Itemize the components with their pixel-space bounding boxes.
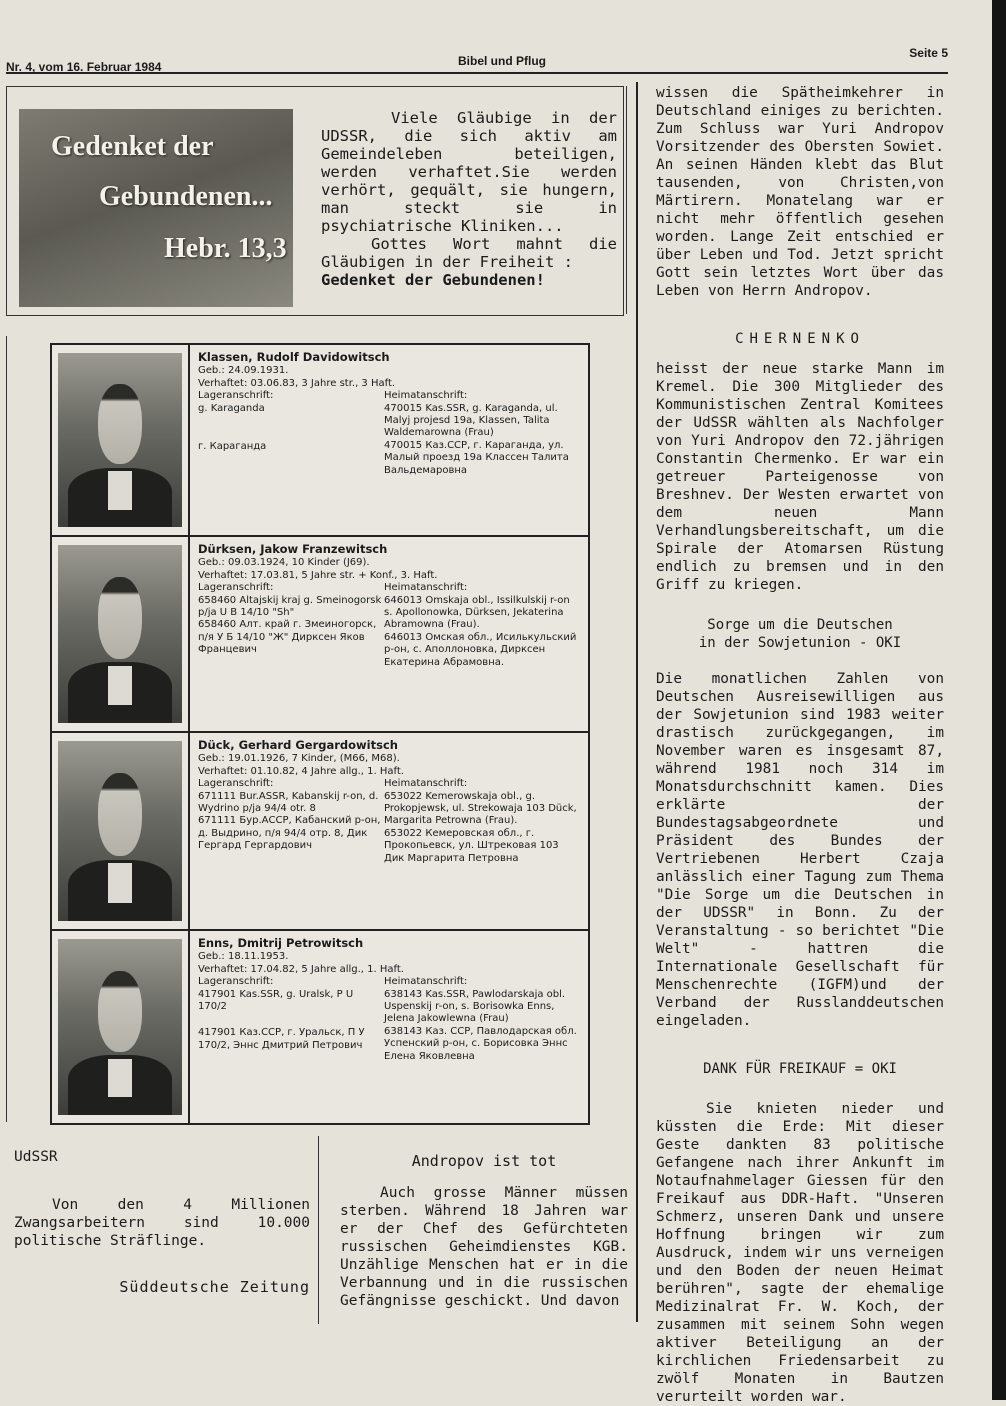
banner-line-3: Hebr. 13,3 [164, 233, 287, 264]
prisoner-name: Enns, Dmitrij Petrowitsch [198, 936, 364, 950]
home-label: Heimatanschrift: [384, 582, 468, 594]
prisoner-info [190, 345, 588, 535]
prisoner-birth: Geb.: 18.11.1953. [198, 951, 289, 963]
camp-address-ru: 671111 Бур.АССР, Кабанский р-он, д. Выдрино, п/я 94/4 отр. 8, Дик Гергард Гергардович [198, 815, 381, 852]
page-header [6, 40, 948, 80]
prisoner-name: Dück, Gerhard Gergardowitsch [198, 738, 398, 752]
header-rule [6, 72, 948, 74]
banner-photo [19, 109, 293, 307]
prisoner-entry [52, 733, 588, 931]
prisoner-info [190, 931, 588, 1123]
intro-emphasis: Gedenket der Gebundenen! [321, 271, 545, 289]
camp-address: g. Karaganda [198, 402, 265, 414]
home-label: Heimatanschrift: [384, 778, 468, 790]
prisoner-arrest: Verhaftet: 01.10.82, 4 Jahre allg., 1. Haft. [198, 765, 404, 777]
intro-box [6, 86, 624, 316]
sorge-text: Die monatlichen Zahlen von Deutschen Ausreisewilligen aus der Sowjetunion sind 1983 weiter drastisch zurückgegangen, im November waren es insgesamt 87, während 1981 noch 314 im Monatsdurchschnitt kamen. Dies erklärte der Bundestagsabgeordnete und Präsident des Bundes der Vertriebenen Herbert Czaja anlässlich einer Tagung zum Thema "Die Sorge um die Deutschen in der UDSSR" in Bonn. Zu der Veranstaltung - so berichtet "Die Welt" - hattren die Internationale Gesellschaft für Menschenrechte (IGFM)und der Verband der Russlanddeutschen eingeladen. [656, 671, 944, 1029]
prisoner-entry [52, 537, 588, 733]
column-divider [636, 82, 638, 1322]
home-address: 653022 Kemerowskaja obl., g. Prokopjewsk, ul. Strekowaja 103 Dück, Margarita Petrowna (Frau). [384, 790, 577, 827]
home-address: 638143 Kas.SSR, Pawlodarskaja obl. Uspenskij r-on, s. Borisowka Enns, Jelena Jakowlewna (Frau) [384, 988, 566, 1025]
andropov-article [340, 1152, 628, 1310]
camp-address-ru: г. Караганда [198, 441, 267, 453]
chernenko-heading: CHERNENKO [735, 331, 865, 347]
camp-label: Lageranschrift: [198, 976, 274, 988]
publication-title: Bibel und Pflug [458, 54, 546, 68]
right-column [656, 84, 944, 1406]
prisoner-photo [52, 537, 190, 731]
intro-paragraph-2: Gottes Wort mahnt die Gläubigen in der Freiheit : [321, 235, 617, 271]
prisoner-birth: Geb.: 24.09.1931. [198, 365, 289, 377]
udssr-text: Von den 4 Millionen Zwangsarbeitern sind 10.000 politische Sträflinge. [14, 1197, 310, 1249]
box-divider [626, 86, 627, 314]
prisoner-list [50, 343, 590, 1125]
freikauf-heading: DANK FÜR FREIKAUF = OKI [703, 1061, 897, 1077]
andropov-title: Andropov ist tot [411, 1152, 557, 1170]
page-number: Seite 5 [909, 46, 948, 60]
camp-address-ru: 658460 Алт. край г. Змеиногорск, п/я У Б 14/10 "Ж" Дирксен Яков Францевич [198, 619, 377, 656]
camp-address-ru: 417901 Каз.ССР, г. Уральск, П У 170/2, Эннс Дмитрий Петрович [198, 1027, 365, 1051]
prisoner-arrest: Verhaftet: 03.06.83, 3 Jahre str., 3 Haft. [198, 377, 396, 389]
prisoner-arrest: Verhaftet: 17.03.81, 5 Jahre str. + Konf., 3. Haft. [198, 569, 438, 581]
prisoner-birth: Geb.: 09.03.1924, 10 Kinder (J69). [198, 557, 370, 569]
prisoner-info [190, 733, 588, 929]
sorge-heading-line2: in der Sowjetunion - OKI [698, 635, 902, 651]
home-address-ru: 638143 Каз. ССР, Павлодарская обл. Успенский р-он, с. Борисовка Эннс Елена Яковлевна [384, 1025, 577, 1062]
prisoner-photo [52, 345, 190, 535]
intro-paragraph-1: Viele Gläubige in der UDSSR, die sich aktiv am Gemeindeleben beteiligen, werden verhaftet.Sie werden verhört, gequält, sie hungern, man steckt sie in psychiatrische Kliniken... [321, 109, 617, 235]
home-address-ru: 646013 Омская обл., Исилькульский р-он, с. Аполлоновка, Дирксен Екатерина Абрамовна. [384, 631, 577, 668]
left-margin-rule [6, 336, 7, 1122]
home-address-ru: 653022 Кемеровская обл., г. Прокопьевск, ул. Штрековая 103 Дик Маргарита Петровна [384, 827, 559, 864]
prisoner-photo [52, 733, 190, 929]
udssr-source: Süddeutsche Zeitung [119, 1278, 310, 1296]
banner-line-1: Gedenket der [51, 131, 214, 162]
camp-label: Lageranschrift: [198, 390, 274, 402]
bottom-divider [318, 1136, 319, 1324]
home-label: Heimatanschrift: [384, 976, 468, 988]
sorge-heading-line1: Sorge um die Deutschen [707, 617, 893, 633]
camp-label: Lageranschrift: [198, 778, 274, 790]
prisoner-arrest: Verhaftet: 17.04.82, 5 Jahre allg., 1. Haft. [198, 963, 404, 975]
prisoner-photo [52, 931, 190, 1123]
page-edge [992, 0, 1006, 1400]
andropov-text: Auch grosse Männer müssen sterben. Während 18 Jahren war er der Chef des Gefürchteten russischen Geheimdienstes KGB. Unzählige Menschen hat er in die Verbannung und in die russischen Gefängnisse geschickt. Und davon [340, 1185, 628, 1309]
andropov-continuation: wissen die Spätheimkehrer in Deutschland einiges zu berichten. Zum Schluss war Yuri Andropov Vorsitzender des Obersten Sowiet. An seinen Händen klebt das Blut tausenden, von Christen,von Märtirern. Monatelang war er nicht mehr öffentlich gesehen worden. Lange Zeit entschied er über Leben und Tod. Jetzt spricht Gott sein letztes Wort über das Leben von Herrn Andropov. [656, 85, 944, 299]
banner-line-2: Gebundenen... [99, 181, 273, 212]
freikauf-text: Sie knieten nieder und küssten die Erde: Mit dieser Geste dankten 83 politische Gefangene nach ihrer Ankunft im Notaufnahmelager Giessen für den Freikauf aus DDR-Haft. "Unseren Schmerz, unseren Dank und unsere Hoffnung bringen wir zum Ausdruck, indem wir uns verneigen und den Boden der neuen Heimat berühren", sagte der ehemalige Medizinalrat Fr. W. Koch, der zusammen mit seinem Sohn wegen aktiver Beteiligung an der kirchlichen Friedensarbeit zu zwölf Monaten in Bautzen verurteilt worden war. [656, 1101, 944, 1405]
prisoner-entry [52, 345, 588, 537]
issue-date: Nr. 4, vom 16. Februar 1984 [6, 60, 162, 74]
udssr-note [14, 1148, 310, 1296]
prisoner-name: Klassen, Rudolf Davidowitsch [198, 350, 390, 364]
prisoner-name: Dürksen, Jakow Franzewitsch [198, 542, 388, 556]
intro-text [321, 109, 617, 289]
chernenko-text: heisst der neue starke Mann im Kremel. Die 300 Mitglieder des Kommunistischen Zentral Komitees der UdSSR wählten als Nachfolger von Yuri Andropov den 72.jährigen Constantin Chermenko. Er war ein getreuer Parteigenosse von Breshnev. Der Westen erwartet von dem neuen Mann Verhandlungsbereitschaft, um die Spirale der Atomarsen Rüstung endlich zu bremsen und in den Griff zu kriegen. [656, 361, 944, 593]
udssr-title: UdSSR [14, 1149, 58, 1165]
home-address: 470015 Kas.SSR, g. Karaganda, ul. Malyj projesd 19a, Klassen, Talita Waldemarowna (Frau) [384, 402, 558, 439]
home-address-ru: 470015 Каз.ССР, г. Караганда, ул. Малый проезд 19а Классен Талита Вальдемаровна [384, 439, 569, 476]
prisoner-birth: Geb.: 19.01.1926, 7 Kinder, (M66, M68). [198, 753, 400, 765]
home-address: 646013 Omskaja obl., Issilkulskij r-on s. Apollonowka, Dürksen, Jekaterina Abramowna (Frau). [384, 594, 570, 631]
camp-address: 671111 Bur.ASSR, Kabanskij r-on, d. Wydrino p/ja 94/4 otr. 8 [198, 790, 379, 815]
camp-label: Lageranschrift: [198, 582, 274, 594]
camp-address: 658460 Altajskij kraj g. Smeinogorsk p/ja U B 14/10 "Sh" [198, 594, 382, 619]
prisoner-entry [52, 931, 588, 1123]
home-label: Heimatanschrift: [384, 390, 468, 402]
prisoner-info [190, 537, 588, 731]
camp-address: 417901 Kas.SSR, g. Uralsk, P U 170/2 [198, 988, 354, 1013]
